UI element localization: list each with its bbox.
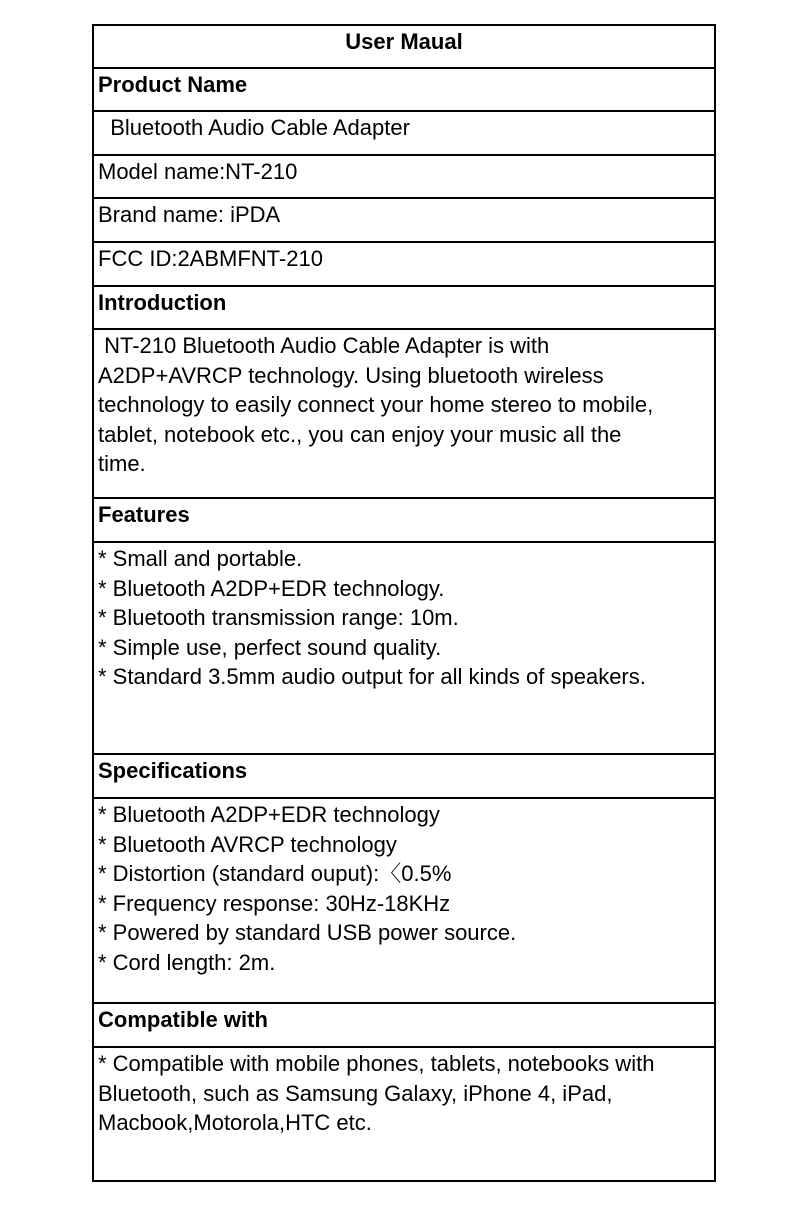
compatible-body: [94, 1048, 714, 1180]
introduction-line: time.: [98, 451, 146, 476]
feature-item: * Bluetooth A2DP+EDR technology.: [98, 575, 445, 601]
introduction-line: technology to easily connect your home stereo to mobile,: [98, 392, 654, 417]
manual-title: [94, 26, 714, 69]
user-manual-table: [92, 24, 716, 1182]
compatible-line: * Compatible with mobile phones, tablets, notebooks with: [98, 1051, 655, 1076]
specification-item: * Bluetooth AVRCP technology: [98, 831, 397, 857]
compatible-heading: [94, 1004, 714, 1048]
introduction-line: NT-210 Bluetooth Audio Cable Adapter is with: [98, 333, 550, 358]
introduction-heading: [94, 287, 714, 330]
introduction-body: [94, 330, 714, 499]
compatible-heading-text: Compatible with: [98, 1007, 268, 1032]
introduction-heading-text: Introduction: [98, 290, 227, 315]
compatible-line: Bluetooth, such as Samsung Galaxy, iPhone 4, iPad,: [98, 1080, 613, 1106]
specifications-list: [94, 799, 714, 1004]
brand-name-row: [94, 199, 714, 243]
specification-item: * Bluetooth A2DP+EDR technology: [98, 802, 440, 827]
fcc-id-text: FCC ID:2ABMFNT-210: [98, 246, 323, 271]
feature-item: * Standard 3.5mm audio output for all kinds of speakers.: [98, 664, 646, 689]
product-name-heading: [94, 69, 714, 112]
brand-name-text: Brand name: iPDA: [98, 202, 281, 227]
specification-item: * Powered by standard USB power source.: [98, 920, 517, 945]
fcc-id-row: [94, 243, 714, 287]
feature-item: * Simple use, perfect sound quality.: [98, 634, 442, 660]
features-list: [94, 543, 714, 755]
compatible-line: Macbook,Motorola,HTC etc.: [98, 1110, 372, 1135]
specifications-heading-text: Specifications: [98, 758, 248, 783]
feature-item: * Bluetooth transmission range: 10m.: [98, 605, 459, 630]
introduction-line: tablet, notebook etc., you can enjoy your music all the: [98, 421, 622, 447]
specifications-heading: [94, 755, 714, 799]
model-name-row: [94, 156, 714, 199]
specification-item: * Distortion (standard ouput):〈0.5%: [98, 861, 452, 886]
introduction-line: A2DP+AVRCP technology. Using bluetooth wireless: [98, 362, 604, 388]
specification-item: * Cord length: 2m.: [98, 949, 276, 975]
feature-item: * Small and portable.: [98, 546, 303, 571]
product-name-value-text: Bluetooth Audio Cable Adapter: [98, 115, 410, 140]
product-name-value: [94, 112, 714, 156]
product-name-heading-text: Product Name: [98, 72, 248, 97]
model-name-text: Model name:NT-210: [98, 159, 298, 184]
features-heading-text: Features: [98, 502, 190, 527]
features-heading: [94, 499, 714, 543]
manual-title-text: User Maual: [345, 29, 463, 54]
specification-item: * Frequency response: 30Hz-18KHz: [98, 890, 451, 916]
